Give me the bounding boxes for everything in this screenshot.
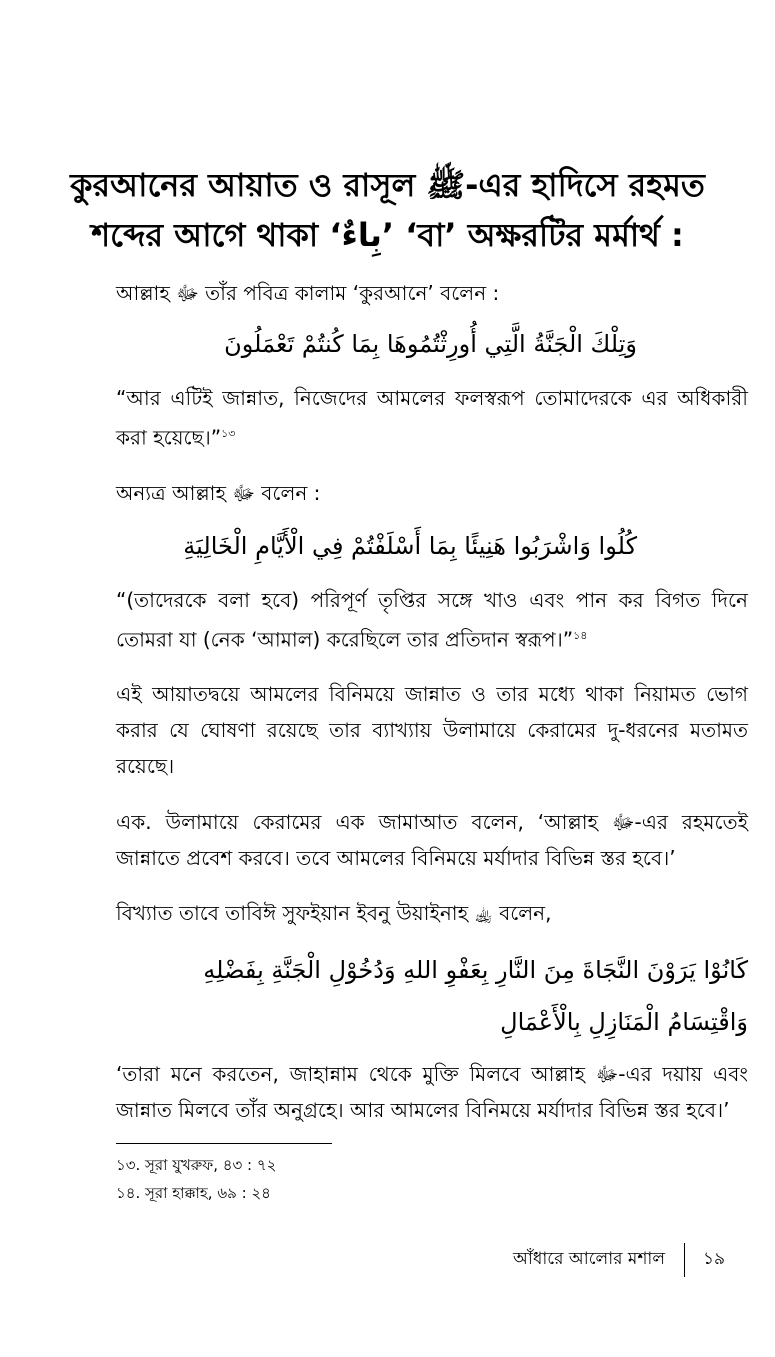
footnote-14: ১৪. সূরা হাক্কাহ, ৬৯ : ২৪ <box>116 1184 271 1202</box>
ayah-1-arabic: وَتِلْكَ الْجَنَّةُ الَّتِي أُورِثْتُمُوهَا بِمَا كُنتُمْ تَعْمَلُونَ <box>224 330 637 358</box>
quote-arabic: كَانُوْا يَرَوْنَ النَّجَاةَ مِنَ النَّارِ بِعَفْوِ اللهِ وَدُخُوْلِ الْجَنَّةِ بِفَضْلِهِ وَاقْتِسَامُ الْمَنَازِلِ بِالْأَعْمَالِ <box>203 956 748 1036</box>
ayah-2-arabic: كُلُوا وَاشْرَبُوا هَنِيئًا بِمَا أَسْلَفْتُمْ فِي الْأَيَّامِ الْخَالِيَةِ <box>183 532 637 560</box>
footer-separator <box>684 1243 685 1277</box>
footnote-13: ১৩. সূরা যুখরুফ, ৪৩ : ৭২ <box>116 1156 277 1174</box>
intro-text-3: বিখ্যাত তাবে তাবিঈ সুফইয়ান ইবনু উয়াইনাহ ﵀ বলেন, <box>116 901 552 925</box>
footnote-ref-13: ১৩ <box>221 427 236 440</box>
running-footer-title: আঁধারে আলোর মশাল <box>513 1249 665 1269</box>
translation-2-text: “(তাদেরকে বলা হবে) পরিপূর্ণ তৃপ্তির সঙ্গে খাও এবং পান কর বিগত দিনে তোমরা যা (নেক ‘আমাল) করেছিলে তার প্রতিদান স্বরূপ।” <box>116 588 748 652</box>
paragraph-first-opinion: এক. উলামায়ে কেরামের এক জামাআত বলেন, ‘আল্লাহ ﷻ-এর রহমতেই জান্নাতে প্রবেশ করবে। তবে আমলের বিনিময়ে মর্যাদার বিভিন্ন স্তর হবে।’ <box>116 810 748 870</box>
paragraph-explanation: এই আয়াতদ্বয়ে আমলের বিনিময়ে জান্নাত ও তার মধ্যে থাকা নিয়ামত ভোগ করার যে ঘোষণা রয়েছে তার ব্যাখ্যায় উলামায়ে কেরামের দু-ধরনের মতামত রয়েছে। <box>116 682 748 778</box>
page-number: ১৯ <box>703 1249 726 1269</box>
intro-text-1: আল্লাহ ﷻ তাঁর পবিত্র কালাম ‘কুরআনে’ বলেন : <box>116 281 500 305</box>
translation-1 <box>116 380 748 456</box>
section-heading-line-1: কুরআনের আয়াত ও রাসূল ﷺ-এর হাদিসে রহমত <box>70 166 705 204</box>
section-heading-line-2: শব্দের আগে থাকা ‘بِاءٌ’ ‘বা’ অক্ষরটির মর্মার্থ : <box>91 216 684 254</box>
footnote-divider <box>116 1143 332 1144</box>
translation-2 <box>116 582 748 658</box>
translation-1-text: “আর এটিই জান্নাত, নিজেদের আমলের ফলস্বরূপ তোমাদেরকে এর অধিকারী করা হয়েছে।” <box>116 386 748 450</box>
footnote-ref-14: ১৪ <box>573 629 588 642</box>
intro-text-2: অন্যত্র আল্লাহ ﷻ বলেন : <box>116 481 321 505</box>
quote-translation: ‘তারা মনে করতেন, জাহান্নাম থেকে মুক্তি মিলবে আল্লাহ ﷻ-এর দয়ায় এবং জান্নাত মিলবে তাঁর অনুগ্রহে। আর আমলের বিনিময়ে মর্যাদার বিভিন্ন স্তর হবে।’ <box>116 1062 748 1122</box>
